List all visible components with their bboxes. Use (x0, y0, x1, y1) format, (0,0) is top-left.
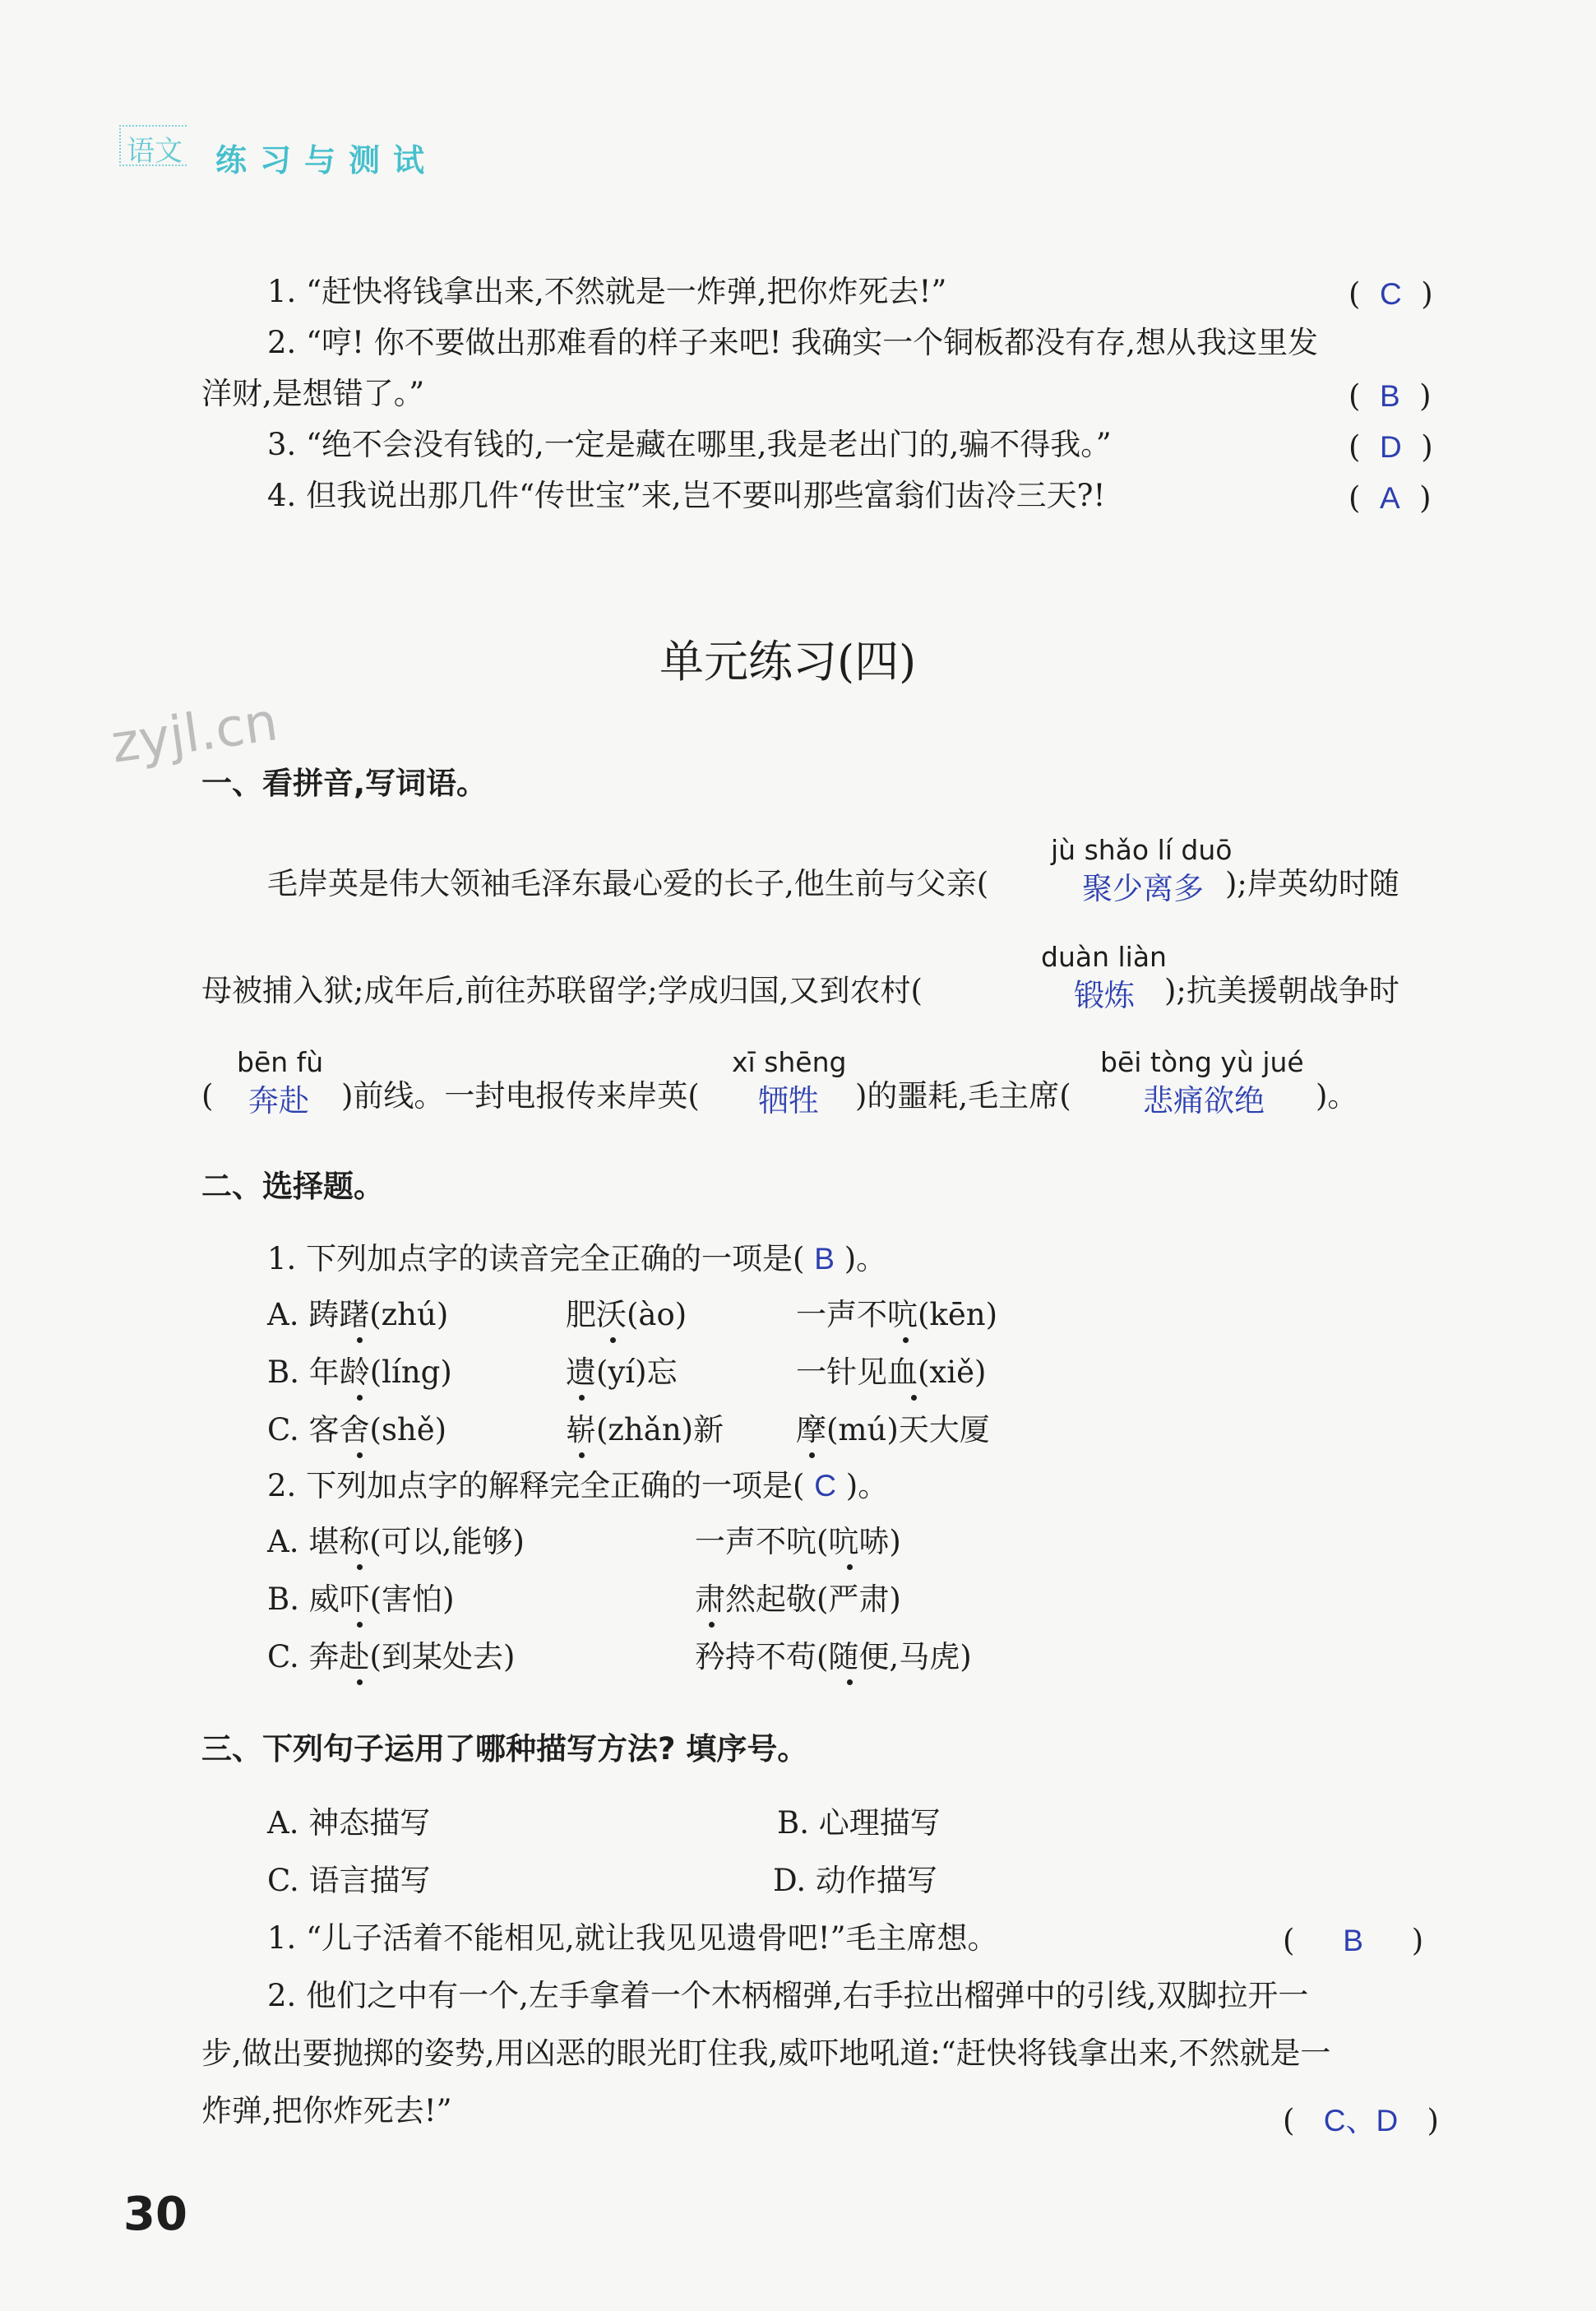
pinyin-4: xī shēng (732, 1046, 847, 1078)
unit-title: 单元练习(四) (659, 636, 917, 688)
item-3-text: 3. “绝不会没有钱的,一定是藏在哪里,我是老出门的,骗不得我。” (267, 427, 1112, 462)
sec1-line1-b: );岸英幼时随 (1225, 866, 1399, 901)
page-number: 30 (123, 2188, 187, 2241)
emphasis-dot (579, 1395, 585, 1401)
method-option-c: C. 语言描写 (267, 1863, 431, 1898)
item-3-answer: D (1379, 430, 1402, 464)
item-1-answer: C (1379, 277, 1402, 311)
sec1-line3-a: ( (201, 1078, 214, 1114)
sec1-line3-d: )。 (1316, 1078, 1358, 1114)
q2-option-c-1: C. 奔赴(到某处去) (267, 1639, 516, 1674)
item-3-answer-box: ( D ) (1349, 429, 1433, 465)
q1-option-c-3: 摩(mú)天大厦 (796, 1412, 990, 1447)
q2-option-c-2: 矜持不苟(随便,马虎) (695, 1639, 972, 1674)
q2-stem-text: 2. 下列加点字的解释完全正确的一项是( (267, 1468, 805, 1503)
emphasis-dot (903, 1337, 909, 1343)
pinyin-2: duàn liàn (1041, 941, 1167, 973)
emphasis-dot (847, 1679, 853, 1685)
method-option-b: B. 心理描写 (777, 1805, 941, 1841)
s2-answer-box: ( C、D ) (1283, 2103, 1439, 2138)
q1-option-b-2: 遗(yí)忘 (566, 1355, 678, 1390)
q1-option-b-3: 一针见血(xiě) (796, 1355, 987, 1390)
emphasis-dot (357, 1564, 363, 1570)
s2-answer: C、D (1323, 2104, 1399, 2137)
q1-answer: B (814, 1242, 835, 1276)
s2-text-line1: 2. 他们之中有一个,左手拿着一个木柄榴弹,右手拉出榴弹中的引线,双脚拉开一 (267, 1978, 1309, 2013)
q1-stem-text: 1. 下列加点字的读音完全正确的一项是( (267, 1241, 805, 1276)
emphasis-dot (357, 1622, 363, 1628)
section-2-heading: 二、选择题。 (201, 1169, 384, 1204)
item-2-text-cont: 洋财,是想错了。” (201, 376, 425, 411)
q2-stem (267, 1470, 888, 1501)
emphasis-dot (357, 1337, 363, 1343)
item-2-answer: B (1379, 379, 1400, 413)
answer-5: 悲痛欲绝 (1143, 1083, 1265, 1118)
pinyin-1: jù shǎo lí duō (1051, 834, 1233, 866)
watermark: zyjl.cn (107, 692, 282, 776)
q1-stem-end: )。 (844, 1241, 887, 1276)
q1-option-a-2: 肥沃(ào) (566, 1297, 687, 1332)
sec1-line2-b: );抗美援朝战争时 (1164, 973, 1399, 1008)
section-1-heading: 一、看拼音,写词语。 (201, 766, 488, 801)
item-4-answer-box: ( A ) (1349, 480, 1432, 516)
q2-option-a-2: 一声不吭(吭哧) (695, 1524, 901, 1559)
q1-option-a-1: A. 踌躇(zhú) (267, 1297, 449, 1332)
answer-1: 聚少离多 (1082, 871, 1204, 906)
item-4-answer: A (1379, 481, 1400, 515)
answer-3: 奔赴 (248, 1083, 309, 1118)
q2-answer: C (814, 1469, 836, 1503)
s1-answer-box: ( B ) (1283, 1923, 1424, 1958)
s1-text: 1. “儿子活着不能相见,就让我见见遗骨吧!”毛主席想。 (267, 1920, 998, 1956)
q1-stem (267, 1243, 886, 1274)
emphasis-dot (847, 1564, 853, 1570)
pinyin-3: bēn fù (237, 1046, 324, 1078)
sec1-line3-c: )的噩耗,毛主席( (855, 1078, 1071, 1114)
emphasis-dot (911, 1395, 917, 1401)
sec1-line3-b: )前线。一封电报传来岸英( (341, 1078, 700, 1114)
emphasis-dot (709, 1622, 715, 1628)
s2-text-line3: 炸弹,把你炸死去!” (201, 2093, 452, 2128)
method-option-a: A. 神态描写 (267, 1805, 431, 1841)
item-4-text: 4. 但我说出那几件“传世宝”来,岂不要叫那些富翁们齿冷三天?! (267, 478, 1106, 513)
sec1-line1-a: 毛岸英是伟大领袖毛泽东最心爱的长子,他生前与父亲( (267, 866, 989, 901)
emphasis-dot (610, 1337, 616, 1343)
q2-option-a-1: A. 堪称(可以,能够) (267, 1524, 525, 1559)
q2-option-b-2: 肃然起敬(严肃) (695, 1582, 901, 1617)
pinyin-5: bēi tòng yù jué (1100, 1046, 1304, 1078)
q1-option-c-1: C. 客舍(shě) (267, 1412, 447, 1447)
emphasis-dot (579, 1452, 585, 1458)
s2-text-line2: 步,做出要抛掷的姿势,用凶恶的眼光盯住我,威吓地吼道:“赶快将钱拿出来,不然就是一 (201, 2035, 1331, 2071)
q1-option-c-2: 崭(zhǎn)新 (566, 1412, 724, 1447)
emphasis-dot (357, 1452, 363, 1458)
item-2-answer-box: ( B ) (1349, 378, 1432, 414)
emphasis-dot (357, 1395, 363, 1401)
header-title: 练习与测试 (215, 142, 438, 178)
item-1-answer-box: ( C ) (1349, 276, 1433, 312)
sec1-line2-a: 母被捕入狱;成年后,前往苏联留学;学成归国,又到农村( (201, 973, 923, 1008)
q2-option-b-1: B. 威吓(害怕) (267, 1582, 455, 1617)
q2-stem-end: )。 (845, 1468, 889, 1503)
answer-2: 锻炼 (1074, 978, 1135, 1013)
answer-4: 牺牲 (758, 1083, 819, 1118)
q1-option-b-1: B. 年龄(líng) (267, 1355, 452, 1390)
emphasis-dot (357, 1679, 363, 1685)
header-subject-tag: 语文 (127, 135, 183, 168)
item-2-text: 2. “哼! 你不要做出那难看的样子来吧! 我确实一个铜板都没有存,想从我这里发 (267, 325, 1318, 360)
item-1-text: 1. “赶快将钱拿出来,不然就是一炸弹,把你炸死去!” (267, 274, 947, 309)
s1-answer: B (1343, 1924, 1363, 1957)
method-option-d: D. 动作描写 (773, 1863, 937, 1898)
q1-option-a-3: 一声不吭(kēn) (796, 1297, 998, 1332)
section-3-heading: 三、下列句子运用了哪种描写方法? 填序号。 (201, 1731, 808, 1767)
emphasis-dot (809, 1452, 815, 1458)
